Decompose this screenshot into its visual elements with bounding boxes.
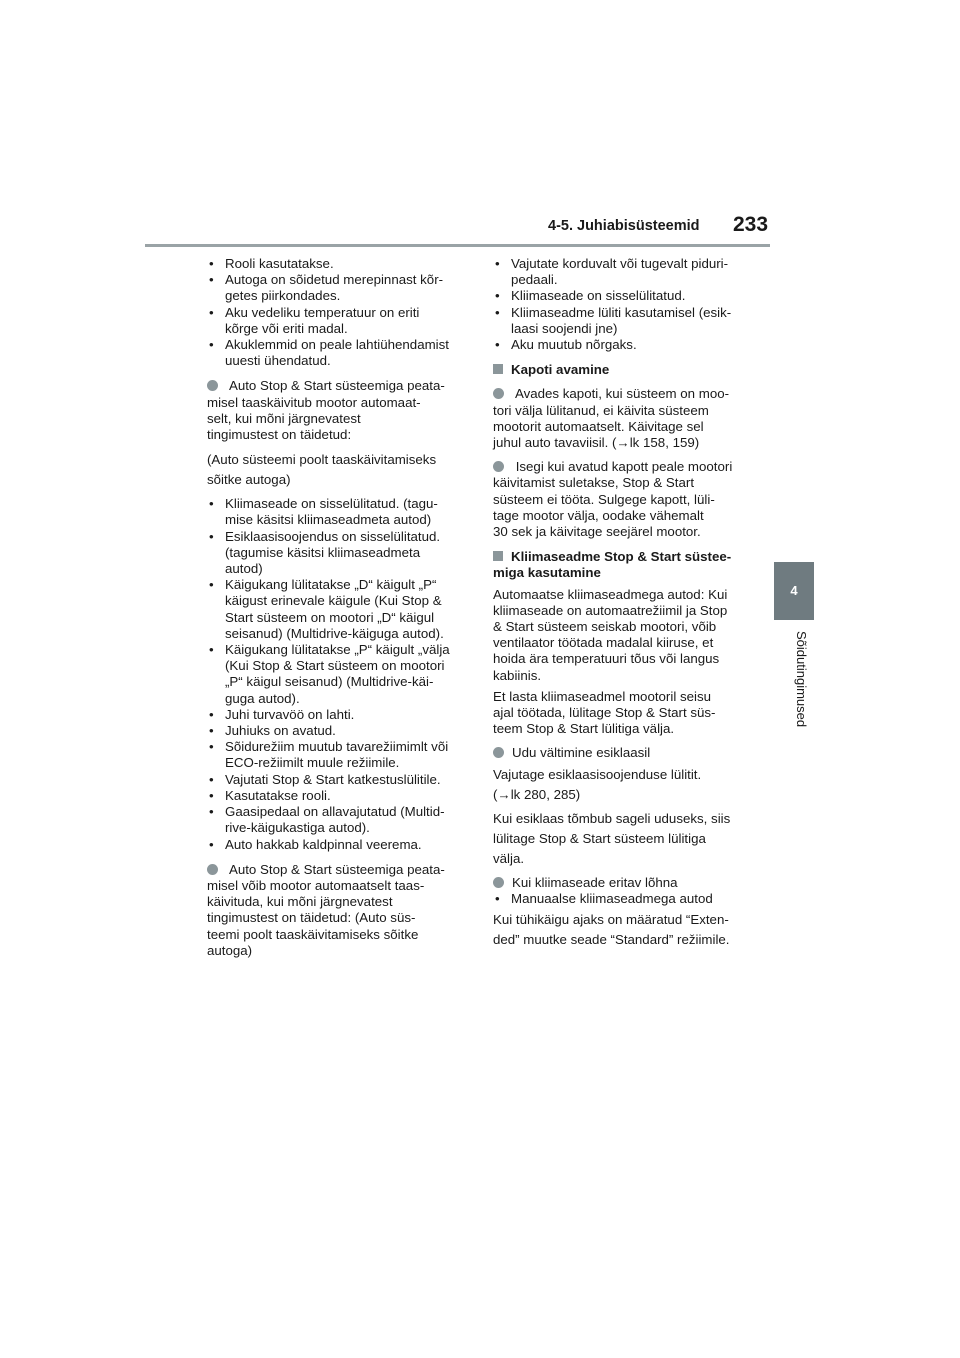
section-title: 4-5. Juhiabisüsteemid: [548, 218, 700, 234]
chapter-label: Sõidutingimused: [794, 631, 809, 728]
list-item: • Autoga on sõidetud merepinnast kõr- getes piirkondades.: [207, 272, 469, 304]
list-item: • Juhiuks on avatud.: [207, 723, 469, 739]
list-item: • Kliimaseadme lüliti kasutamisel (esik- laasi soojendi jne): [493, 305, 755, 337]
paragraph: (Auto süsteemi poolt taaskäivitamiseks: [207, 452, 437, 468]
bullet-circle-icon: [207, 864, 218, 875]
paragraph: Vajutage esiklaasisoojenduse lülitit.: [493, 766, 702, 782]
chapter-number: 4: [790, 583, 798, 598]
paragraph: välja.: [493, 850, 525, 866]
list-item: • Vajutate korduvalt või tugevalt piduri- pedaali.: [493, 256, 755, 288]
paragraph: ded” muutke seade “Standard” režiimile.: [493, 932, 730, 948]
paragraph: Kui esiklaas tõmbub sageli uduseks, siis: [493, 810, 731, 826]
heading-text: Kapoti avamine: [511, 362, 610, 378]
list-item: • Kliimaseade on sisselülitatud.: [493, 288, 755, 304]
section-heading: [493, 362, 755, 378]
list-item: • Vajutati Stop & Start katkestuslülitile.: [207, 772, 469, 788]
paragraph: Et lasta kliimaseadmel mootoril seisu ajal töötada, lülitage Stop & Start süs- teem Stop & Start lülitiga välja.: [493, 688, 716, 737]
paragraph: lülitage Stop & Start süsteem lülitiga: [493, 830, 706, 846]
note-text: Isegi kui avatud kapott peale mootori käivitamist suletakse, Stop & Start süsteem ei tööta. Sulgege kapott, lüli- tage mootor välja, oodake vähemalt 30 sek ja käivitage seejärel mootor.: [493, 459, 733, 540]
list-item: • Juhi turvavöö on lahti.: [207, 707, 469, 723]
list-item: • Kasutatakse rooli.: [207, 788, 469, 804]
note-text: Avades kapoti, kui süsteem on moo- tori välja lülitanud, ei käivita süsteem mootorit automaatselt. Käivitage sel juhul auto tavaviisil. (→lk 158, 159): [493, 386, 730, 451]
bullet-circle-icon: [493, 747, 504, 758]
list-item: • Kliimaseade on sisselülitatud. (tagu- mise käsitsi kliimaseadmeta autod): [207, 496, 469, 528]
list-item: • Rooli kasutatakse.: [207, 256, 469, 272]
section-heading: [493, 549, 755, 581]
note-text: Kui kliimaseade eritav lõhna: [512, 874, 678, 890]
paragraph: Automaatse kliimaseadmega autod: Kui kliimaseade on automaatrežiimil ja Stop & Start süsteem seiskab mootori, võib ventilaator töötada madalal kiiruse, et hoida ära temperatuuri tõus või langus kabiinis.: [493, 586, 728, 683]
list-item: • Gaasipedaal on allavajutatud (Multid- rive-käigukastiga autod).: [207, 804, 469, 836]
note-text: Auto Stop & Start süsteemiga peata- misel võib mootor automaatselt taas- käivituda, kui mõni järgnevatest tingimustest on täidetud: (Auto süs- teemi poolt taaskäivitamiseks sõitke autoga): [207, 861, 445, 958]
list-item: • Aku muutub nõrgaks.: [493, 337, 755, 353]
page-number: 233: [733, 213, 769, 236]
list-item: • Sõidurežiim muutub tavarežiimimlt või ECO-režiimilt muule režiimile.: [207, 739, 469, 771]
left-column: [207, 256, 469, 959]
note-paragraph: [493, 745, 755, 761]
list-item: • Aku vedeliku temperatuur on eriti kõrge või eriti madal.: [207, 305, 469, 337]
list-item: • Manuaalse kliimaseadmega autod: [493, 891, 755, 907]
header-divider: [145, 244, 770, 247]
bullet-list: [207, 256, 469, 369]
bullet-circle-icon: [207, 380, 218, 391]
right-column: [493, 256, 755, 950]
list-item: • Käigukang lülitatakse „P“ käigult „välja (Kui Stop & Start süsteem on mootori „P“ käigul seisanud) (Multidrive-käi- guga autod).: [207, 642, 469, 707]
note-text: Auto Stop & Start süsteemiga peata- misel taaskäivitub mootor automaat- selt, kui mõni järgnevatest tingimustest on täidetud:: [207, 378, 445, 443]
note-paragraph: [493, 386, 755, 451]
bullet-list: [207, 496, 469, 852]
note-text: Udu vältimine esiklaasil: [512, 745, 651, 761]
heading-text: Kliimaseadme Stop & Start süstee- miga kasutamine: [493, 549, 732, 581]
note-paragraph: [493, 875, 755, 891]
square-bullet-icon: [493, 364, 503, 374]
square-bullet-icon: [493, 551, 503, 561]
list-item: • Esiklaasisoojendus on sisselülitatud. (tagumise käsitsi kliimaseadmeta autod): [207, 529, 469, 578]
bullet-circle-icon: [493, 877, 504, 888]
list-item: • Akuklemmid on peale lahtiühendamist uuesti ühendatud.: [207, 337, 469, 369]
list-item: • Käigukang lülitatakse „D“ käigult „P“ käigust erinevale käigule (Kui Stop & Start süsteem on mootori „D“ käigul seisanud) (Multidrive-käiguga autod).: [207, 577, 469, 642]
note-paragraph: [207, 862, 469, 959]
paragraph: Kui tühikäigu ajaks on määratud “Exten-: [493, 912, 729, 928]
note-paragraph: [207, 378, 469, 443]
bullet-circle-icon: [493, 461, 504, 472]
note-paragraph: [493, 459, 755, 540]
paragraph: (→lk 280, 285): [493, 786, 581, 802]
chapter-tab: [774, 562, 814, 620]
paragraph: sõitke autoga): [207, 472, 291, 488]
bullet-list: [493, 256, 755, 353]
list-item: • Auto hakkab kaldpinnal veerema.: [207, 837, 469, 853]
bullet-circle-icon: [493, 388, 504, 399]
